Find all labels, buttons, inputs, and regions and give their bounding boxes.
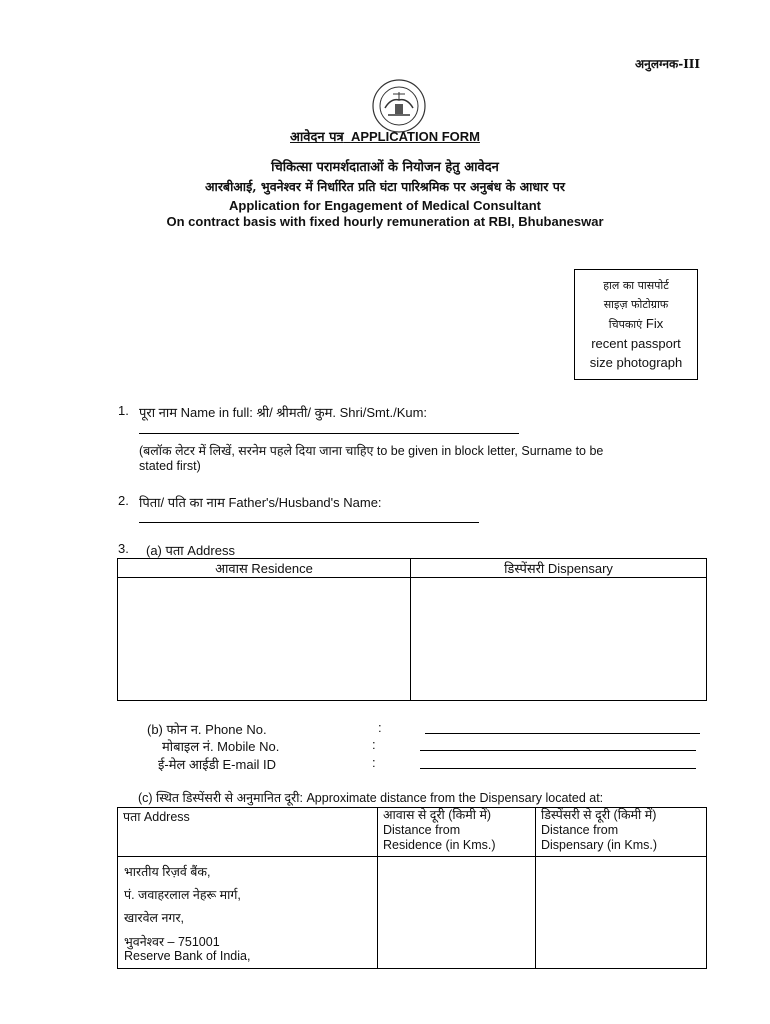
photo-box[interactable]: हाल का पासपोर्ट साइज़ फोटोग्राफ चिपकाएं Fix recent passport size photograph bbox=[574, 269, 698, 380]
q3-label: (a) पता Address bbox=[146, 543, 235, 558]
email-label: ई-मेल आईडी E-mail ID bbox=[158, 757, 276, 772]
q1-label: पूरा नाम Name in full: श्री/ श्रीमती/ कुम. Shri/Smt./Kum: bbox=[139, 405, 428, 420]
subtitle-hindi-2: आरबीआई, भुवनेश्वर में निर्धारित प्रति घंटा पारिश्रमिक पर अनुबंध के आधार पर bbox=[205, 179, 565, 194]
distance-table bbox=[117, 807, 707, 969]
email-colon: : bbox=[372, 755, 376, 770]
subtitle-hindi-1: चिकित्सा परामर्शदाताओं के नियोजन हेतु आवेदन bbox=[271, 160, 499, 175]
q2-number: 2. bbox=[118, 493, 129, 508]
subtitle-english-1: Application for Engagement of Medical Consultant bbox=[228, 198, 541, 213]
residence-address-cell[interactable] bbox=[118, 578, 411, 701]
q2-label: पिता/ पति का नाम Father's/Husband's Name: bbox=[139, 495, 382, 510]
q3-number: 3. bbox=[118, 541, 129, 556]
email-field[interactable] bbox=[420, 768, 696, 769]
col-residence: आवास Residence bbox=[118, 559, 411, 578]
q1-note: (बलॉक लेटर में लिखें, सरनेम पहले दिया जाना चाहिए to be given in block letter, Surname to be bbox=[139, 444, 604, 458]
phone-label: (b) फोन न. Phone No. bbox=[147, 722, 267, 737]
address-table bbox=[117, 558, 707, 701]
rbi-seal-icon bbox=[371, 78, 427, 134]
phone-field[interactable] bbox=[425, 733, 700, 734]
q1-note-cont: stated first) bbox=[139, 459, 201, 473]
col-distance-dispensary: डिस्पेंसरी से दूरी (किमी में) Distance from Dispensary (in Kms.) bbox=[536, 808, 707, 857]
annexure-label: अनुलग्नक-III bbox=[635, 57, 701, 71]
q1-number: 1. bbox=[118, 403, 129, 418]
distance-residence-cell[interactable] bbox=[378, 857, 536, 969]
mobile-label: मोबाइल नं. Mobile No. bbox=[162, 739, 280, 754]
mobile-field[interactable] bbox=[420, 750, 696, 751]
col-distance-residence: आवास से दूरी (किमी में) Distance from Residence (in Kms.) bbox=[378, 808, 536, 857]
distance-label: (c) स्थित डिस्पेंसरी से अनुमानित दूरी: Approximate distance from the Dispensary located at: bbox=[138, 791, 604, 805]
q2-name-field[interactable] bbox=[139, 522, 479, 523]
col-address: पता Address bbox=[118, 808, 378, 857]
col-dispensary: डिस्पेंसरी Dispensary bbox=[411, 559, 707, 578]
subtitle-english-2: On contract basis with fixed hourly remuneration at RBI, Bhubaneswar bbox=[166, 214, 604, 229]
dispensary-address-cell[interactable] bbox=[411, 578, 707, 701]
mobile-colon: : bbox=[372, 737, 376, 752]
rbi-address-cell: भारतीय रिज़र्व बैंक, पं. जवाहरलाल नेहरू मार्ग, खारवेल नगर, भुवनेश्वर – 751001 Reserve Bank of India, bbox=[118, 857, 378, 969]
phone-colon: : bbox=[378, 720, 382, 735]
q1-name-field[interactable] bbox=[139, 433, 519, 434]
distance-dispensary-cell[interactable] bbox=[536, 857, 707, 969]
form-title: आवेदन पत्र APPLICATION FORM bbox=[290, 129, 480, 145]
